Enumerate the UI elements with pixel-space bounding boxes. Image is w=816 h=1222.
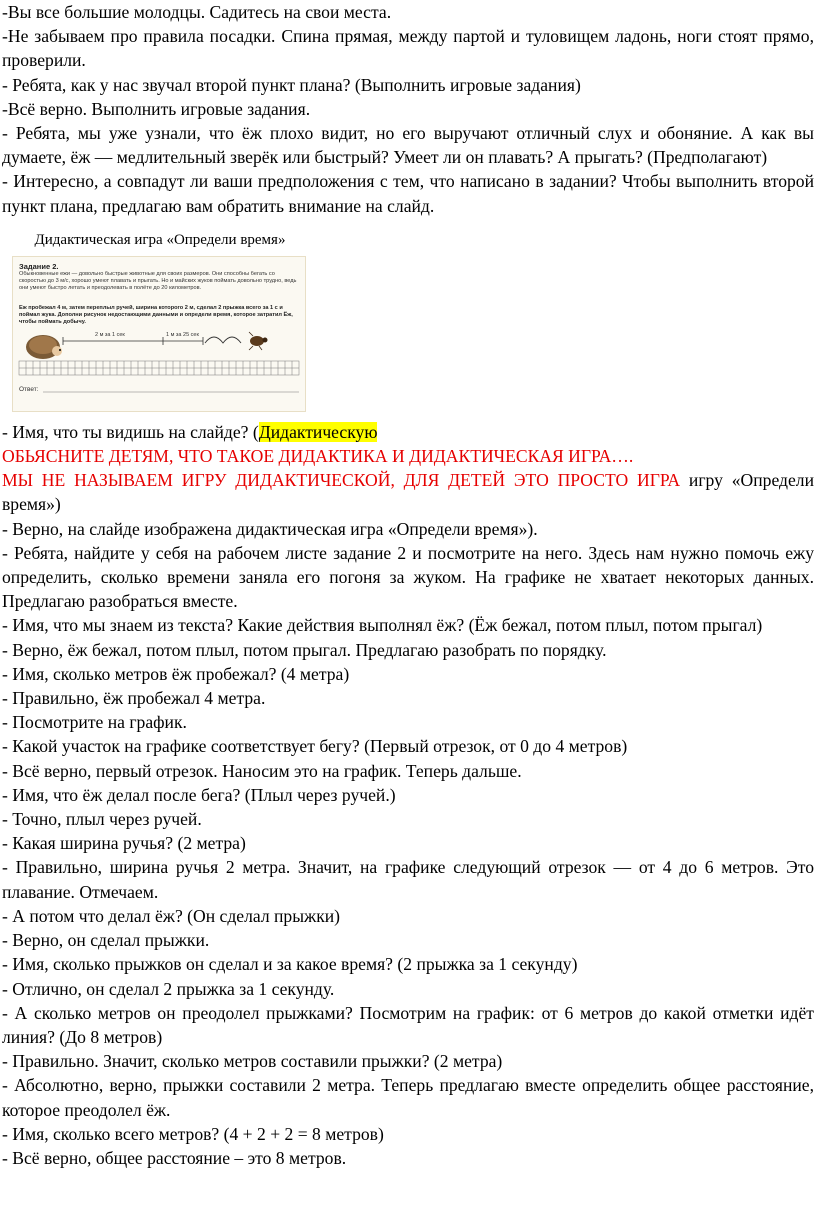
paragraph: - Имя, что ёж делал после бега? (Плыл через ручей.) <box>2 784 396 805</box>
teacher-note-tail: игру «Определи время») <box>2 470 814 515</box>
paragraph: - Всё верно, первый отрезок. Наносим это на график. Теперь дальше. <box>2 760 522 781</box>
task-bold-box <box>19 305 301 331</box>
beetle-icon <box>249 332 268 350</box>
paragraph: - Верно, ёж бежал, потом плыл, потом прыгал. Предлагаю разобрать по порядку. <box>2 639 607 660</box>
top-paragraphs <box>0 0 816 218</box>
paragraph: - А сколько метров он преодолел прыжками? Посмотрим на график: от 6 метров до какой отметки идёт линия? (До 8 метров) <box>2 1002 814 1047</box>
slide-question: - Имя, что ты видишь на слайде? ( <box>2 421 259 442</box>
jump-arcs <box>205 337 241 343</box>
task-bold-text: Ёж пробежал 4 м, затем переплыл ручей, ширина которого 2 м, сделал 2 прыжка всего за 1 с и поймал жука. Дополни рисунок недостающими данными и определи время, которое затратил Ёж, чтобы поймать добычу. <box>19 304 293 325</box>
hedgehog-icon <box>26 335 62 359</box>
paragraph: - Имя, что мы знаем из текста? Какие действия выполнял ёж? (Ёж бежал, потом плыл, потом прыгал) <box>2 615 763 636</box>
figure-caption: Дидактическая игра «Определи время» <box>34 231 286 248</box>
teacher-note-line-2: МЫ НЕ НАЗЫВАЕМ ИГРУ ДИДАКТИЧЕСКОЙ, ДЛЯ ДЕТЕЙ ЭТО ПРОСТО ИГРА <box>2 470 681 491</box>
paragraph: - Интересно, а совпадут ли ваши предположения с тем, что написано в задании? Чтобы выполнить второй пункт плана, предлагаю вам обратить внимание на слайд. <box>2 171 814 216</box>
paragraph: - Ребята, как у нас звучал второй пункт плана? (Выполнить игровые задания) <box>2 74 581 95</box>
task-text: Обыкновенные ежи — довольно быстрые животные для своих размеров. Они способны бегать со скоростью до 3 м/с, хорошо умеют плавать и прыгать. Но и майских жуков поймать довольно трудно, ведь они умеют быстро летать и преодолевать в полёте до 20 километров. <box>19 270 297 291</box>
paragraph: - Правильно, ширина ручья 2 метра. Значит, на графике следующий отрезок — от 4 до 6 метров. Это плавание. Отмечаем. <box>2 857 814 902</box>
paragraph: -Всё верно. Выполнить игровые задания. <box>2 98 311 119</box>
paragraph: - Точно, плыл через ручей. <box>2 809 202 830</box>
paragraph: - Отлично, он сделал 2 прыжка за 1 секунду. <box>2 978 335 999</box>
paragraph: - Имя, сколько метров ёж пробежал? (4 метра) <box>2 663 350 684</box>
paragraph: - Верно, на слайде изображена дидактическая игра «Определи время»). <box>2 518 538 539</box>
task-illustration <box>13 257 305 411</box>
task-figure <box>12 256 306 412</box>
paragraph: - Имя, сколько всего метров? (4 + 2 + 2 = 8 метров) <box>2 1123 384 1144</box>
task-title: Задание 2. <box>19 261 59 271</box>
paragraph: - Какой участок на графике соответствует бегу? (Первый отрезок, от 0 до 4 метров) <box>2 736 628 757</box>
teacher-note-paragraph <box>0 468 816 516</box>
paragraph: - Правильно. Значит, сколько метров составили прыжки? (2 метра) <box>2 1051 503 1072</box>
paragraph: -Вы все большие молодцы. Садитесь на свои места. <box>2 2 392 22</box>
paragraph: - Ребята, мы уже узнали, что ёж плохо видит, но его выручают отличный слух и обоняние. А как вы думаете, ёж — медлительный зверёк или быстрый? Умеет ли он плавать? А прыгать? (Предполагают) <box>2 123 814 168</box>
paragraph: - Абсолютно, верно, прыжки составили 2 метра. Теперь предлагаю вместе определить общее расстояние, которое преодолел ёж. <box>2 1075 814 1120</box>
highlighted-answer: Дидактическую <box>258 421 378 442</box>
paragraph: - Посмотрите на график. <box>2 712 187 733</box>
paragraph: - А потом что делал ёж? (Он сделал прыжки) <box>2 905 341 926</box>
paragraph: -Не забываем про правила посадки. Спина прямая, между партой и туловищем ладонь, ноги стоят прямо, проверили. <box>2 26 814 71</box>
paragraph: - Верно, он сделал прыжки. <box>2 930 210 951</box>
paragraph: - Имя, сколько прыжков он сделал и за какое время? (2 прыжка за 1 секунду) <box>2 954 578 975</box>
swim-label: 1 м за 25 сек <box>166 331 199 338</box>
paragraph: - Какая ширина ручья? (2 метра) <box>2 833 246 854</box>
paragraph: - Правильно, ёж пробежал 4 метра. <box>2 688 266 709</box>
answer-label: Ответ: <box>19 385 39 393</box>
paragraph: - Ребята, найдите у себя на рабочем листе задание 2 и посмотрите на него. Здесь нам нужно помочь ежу определить, сколько времени заняла его погоня за жуком. На графике не хватает некоторых данных. Предлагаю разобраться вместе. <box>2 542 814 612</box>
teacher-note-line-1: ОБЬЯСНИТЕ ДЕТЯМ, ЧТО ТАКОЕ ДИДАКТИКА И ДИДАКТИЧЕСКАЯ ИГРА…. <box>2 446 634 467</box>
run-label: 2 м за 1 сек <box>95 331 125 338</box>
paragraph: - Всё верно, общее расстояние – это 8 метров. <box>2 1147 347 1168</box>
bottom-paragraphs <box>0 517 816 1170</box>
distance-diagram <box>63 332 241 345</box>
answer-grid <box>19 361 299 375</box>
slide-question-paragraph <box>0 420 816 444</box>
